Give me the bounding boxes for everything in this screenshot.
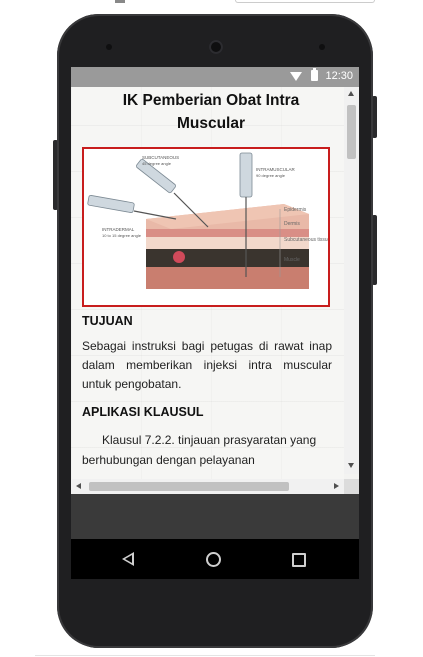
label-intradermal: INTRADERMAL <box>102 227 135 232</box>
toolbar-fragment-field <box>235 0 375 3</box>
sensor-dot <box>319 44 325 50</box>
recent-apps-icon[interactable] <box>292 553 306 567</box>
label-intramuscular-angle: 90 degree angle <box>256 173 285 178</box>
navigation-bar <box>71 539 359 579</box>
horizontal-scroll-thumb[interactable] <box>89 482 289 491</box>
label-subcutaneous: SUBCUTANEOUS <box>142 155 180 160</box>
page-title <box>91 89 331 135</box>
scroll-down-icon[interactable] <box>348 463 354 468</box>
epidermis-layer <box>146 229 309 237</box>
empty-panel <box>71 494 359 539</box>
home-icon[interactable] <box>206 552 221 567</box>
title-line-1: IK Pemberian Obat Intra <box>122 92 300 109</box>
label-intramuscular: INTRAMUSCULAR <box>256 167 295 172</box>
content-scroll-area[interactable] <box>71 87 344 494</box>
back-icon[interactable] <box>122 552 134 566</box>
status-bar <box>71 67 359 87</box>
vertical-scroll-thumb[interactable] <box>347 105 356 159</box>
label-dermis: Dermis <box>284 221 300 227</box>
injection-diagram-image <box>82 147 330 307</box>
toolbar-fragment-icon <box>115 0 125 3</box>
label-subcutaneous-tissue: Subcutaneous tissue <box>284 237 328 243</box>
front-camera <box>209 40 223 54</box>
vertical-scrollbar[interactable] <box>344 87 359 474</box>
section-body-tujuan: Sebagai instruksi bagi petugas di rawat inap dalam memberikan injeksi intra muscular untuk pengobatan. <box>82 339 332 391</box>
label-muscle: Muscle <box>284 257 300 263</box>
horizontal-scrollbar[interactable] <box>71 479 344 494</box>
sensor-dot <box>106 44 112 50</box>
label-intradermal-angle: 10 to 15 degree angle <box>102 233 141 238</box>
title-line-2: Muscular <box>176 115 246 132</box>
label-subcutaneous-angle: 45 degree angle <box>142 161 171 166</box>
section-heading-tujuan: TUJUAN <box>82 314 133 328</box>
scroll-right-icon[interactable] <box>334 483 339 489</box>
injection-bleb <box>173 251 185 263</box>
bottom-divider <box>35 655 375 656</box>
section-heading-aplikasi: APLIKASI KLAUSUL <box>82 405 204 419</box>
section-body-aplikasi: Klausul 7.2.2. tinjauan prasyaratan yang berhubungan dengan pelayanan <box>82 433 317 467</box>
label-epidermis: Epidermis <box>284 207 307 213</box>
wifi-icon <box>290 72 302 81</box>
phone-screen <box>71 67 359 579</box>
battery-icon <box>311 70 318 81</box>
muscle-layer <box>146 267 309 289</box>
scroll-left-icon[interactable] <box>76 483 81 489</box>
status-time: 12:30 <box>325 70 353 82</box>
scroll-up-icon[interactable] <box>348 91 354 96</box>
scrollbar-corner <box>344 479 359 494</box>
injection-diagram <box>84 149 328 305</box>
syringe-intradermal <box>87 195 176 219</box>
